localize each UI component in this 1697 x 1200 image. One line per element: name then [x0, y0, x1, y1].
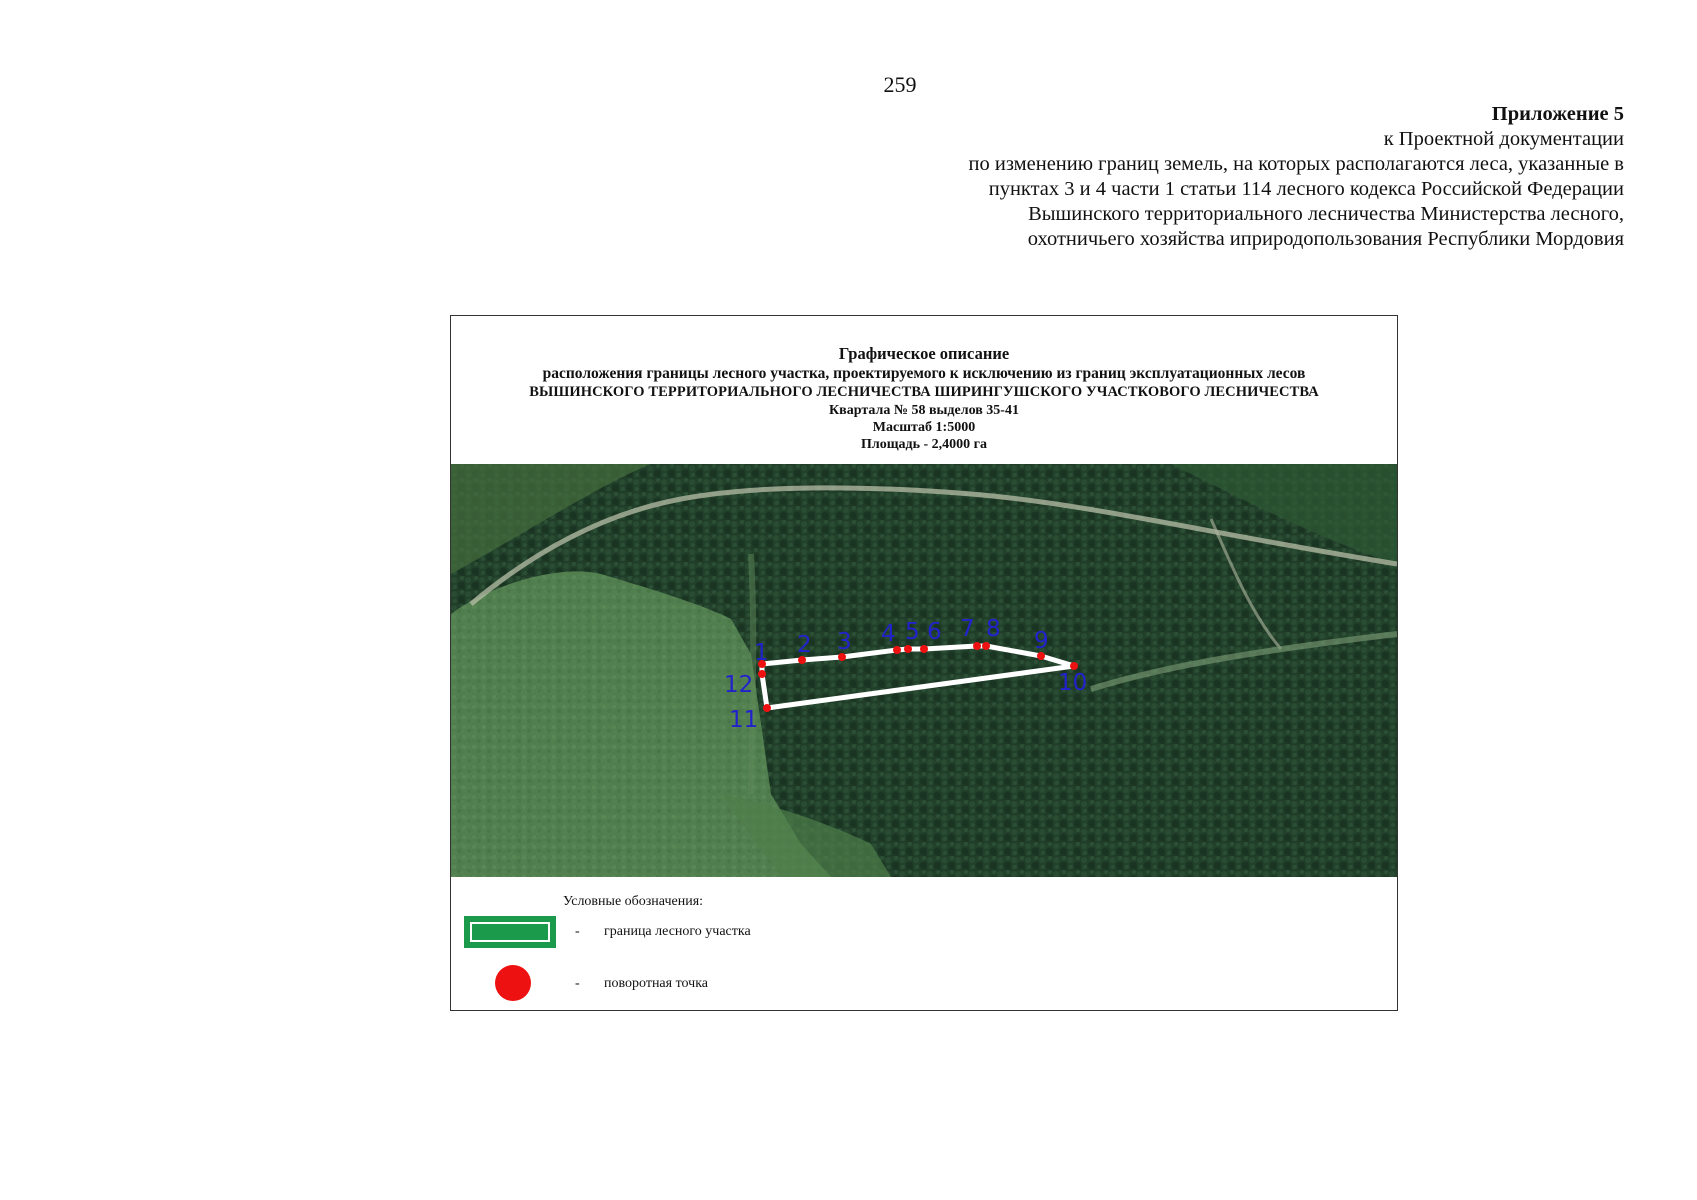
turning-point-label: 11 [729, 707, 759, 733]
turning-point-marker [982, 642, 990, 650]
appendix-line: охотничьего хозяйства иприродопользования Республики Мордовия [1027, 228, 1624, 250]
legend-title: Условные обозначения: [563, 894, 704, 909]
red-dot-icon [495, 965, 531, 1001]
map-title: Графическое описание [838, 344, 1010, 363]
turning-point-label: 6 [927, 619, 942, 645]
map-subtitle: расположения границы лесного участка, проектируемого к исключению из границ эксплуатационных лесов [542, 365, 1306, 382]
legend-dash: - [575, 924, 580, 939]
map-quarter: Квартала № 58 выделов 35-41 [829, 403, 1019, 418]
map-scale: Масштаб 1:5000 [872, 420, 976, 435]
legend [451, 878, 1397, 1010]
satellite-map [451, 464, 1397, 877]
turning-point-marker [1070, 662, 1078, 670]
turning-point-label: 8 [986, 616, 1001, 642]
legend-label-point: поворотная точка [604, 976, 709, 991]
turning-point-label: 5 [905, 619, 920, 645]
turning-point-label: 3 [837, 629, 852, 655]
turning-point-marker [893, 646, 901, 654]
turning-point-marker [920, 645, 928, 653]
map-sheet [450, 315, 1398, 1011]
turning-point-label: 1 [754, 640, 769, 666]
boundary-swatch-icon [464, 916, 556, 948]
turning-point-marker [973, 642, 981, 650]
appendix-line: по изменению границ земель, на которых располагаются леса, указанные в [968, 153, 1624, 175]
turning-point-label: 4 [881, 621, 896, 647]
turning-point-label: 12 [724, 672, 754, 698]
map-header [451, 316, 1397, 463]
appendix-line: к Проектной документации [1383, 128, 1624, 150]
appendix-title: Приложение 5 [1491, 103, 1624, 125]
appendix-line: пунктах 3 и 4 части 1 статьи 114 лесного кодекса Российской Федерации [988, 178, 1624, 200]
map-forestry: ВЫШИНСКОГО ТЕРРИТОРИАЛЬНОГО ЛЕСНИЧЕСТВА ШИРИНГУШСКОГО УЧАСТКОВОГО ЛЕСНИЧЕСТВА [529, 384, 1319, 400]
turning-point-marker [904, 645, 912, 653]
turning-point-label: 9 [1034, 628, 1049, 654]
page-number: 259 [883, 72, 917, 97]
appendix-line: Вышинского территориального лесничества Министерства лесного, [1028, 203, 1624, 225]
appendix-block [969, 102, 1624, 252]
legend-label-boundary: граница лесного участка [604, 924, 751, 939]
turning-point-marker [758, 670, 766, 678]
turning-point-marker [763, 704, 771, 712]
map-area: Площадь - 2,4000 га [860, 437, 988, 452]
turning-point-label: 10 [1058, 670, 1088, 696]
turning-point-label: 7 [960, 616, 975, 642]
legend-dash: - [575, 976, 580, 991]
turning-point-label: 2 [797, 632, 812, 658]
